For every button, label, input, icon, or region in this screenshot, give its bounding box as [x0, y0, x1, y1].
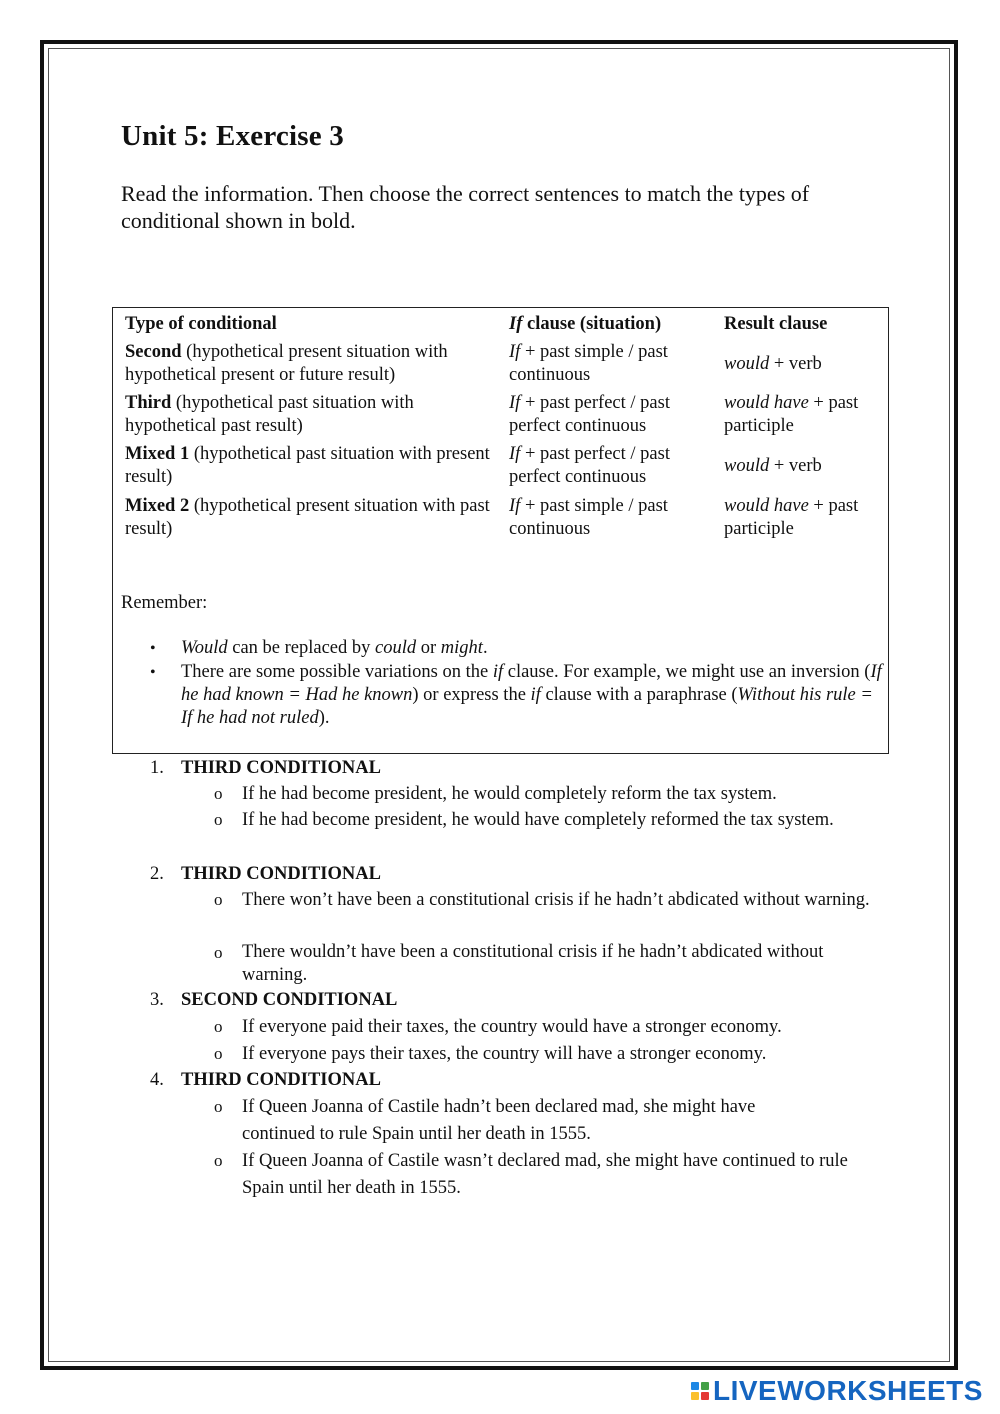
radio-icon[interactable]: o	[214, 1151, 223, 1170]
question-1-heading: THIRD CONDITIONAL	[181, 758, 381, 778]
col-header-if-clause: If clause (situation)	[509, 314, 662, 334]
question-2-option-b[interactable]: o There wouldn’t have been a constitutional crisis if he hadn’t abdicated without warning.	[214, 942, 824, 985]
question-3-number: 3.	[150, 990, 164, 1010]
question-2-option-a[interactable]: o There won’t have been a constitutional crisis if he hadn’t abdicated without warning.	[214, 887, 874, 914]
page-title: Unit 5: Exercise 3	[121, 120, 344, 152]
question-4-option-a[interactable]: o If Queen Joanna of Castile hadn’t been declared mad, she might have continued to rule Spain until her death in 1555.	[214, 1094, 814, 1147]
row-mixed1-type: Mixed 1 (hypothetical past situation with present result)	[125, 444, 490, 487]
row-second-if: If + past simple / past continuous	[509, 342, 668, 385]
radio-icon[interactable]: o	[214, 890, 223, 909]
row-second-result: would + verb	[724, 354, 822, 374]
row-third-result: would have + past participle	[724, 393, 859, 436]
row-second-type: Second (hypothetical present situation with hypothetical present or future result)	[125, 342, 448, 385]
logo-square	[691, 1382, 699, 1390]
row-mixed2-type: Mixed 2 (hypothetical present situation with past result)	[125, 496, 490, 539]
radio-icon[interactable]: o	[214, 1044, 223, 1063]
row-mixed1-result: would + verb	[724, 456, 822, 476]
logo-squares-icon	[691, 1382, 709, 1400]
logo-square	[701, 1392, 709, 1400]
question-3-option-a[interactable]: o If everyone paid their taxes, the country would have a stronger economy.	[214, 1014, 874, 1041]
radio-icon[interactable]: o	[214, 943, 223, 962]
question-1-number: 1.	[150, 758, 164, 778]
logo-square	[701, 1382, 709, 1390]
question-1-option-b[interactable]: o If he had become president, he would have completely reformed the tax system.	[214, 807, 874, 834]
logo-text: LIVEWORKSHEETS	[713, 1375, 983, 1406]
question-2-heading: THIRD CONDITIONAL	[181, 864, 381, 884]
question-2-number: 2.	[150, 864, 164, 884]
question-3-option-b[interactable]: o If everyone pays their taxes, the country will have a stronger economy.	[214, 1041, 874, 1068]
col-header-result: Result clause	[724, 314, 828, 334]
remember-item: • There are some possible variations on the if clause. For example, we might use an inversion (If he had known = Had he known) or express the if clause with a paraphrase (Without his rule = If he had not ruled).	[150, 662, 882, 728]
liveworksheets-logo	[691, 1374, 983, 1408]
row-mixed2-if: If + past simple / past continuous	[509, 496, 668, 539]
question-1-option-a[interactable]: o If he had become president, he would completely reform the tax system.	[214, 781, 874, 808]
radio-icon[interactable]: o	[214, 1017, 223, 1036]
question-4-option-b[interactable]: o If Queen Joanna of Castile wasn’t declared mad, she might have continued to rule Spain until her death in 1555.	[214, 1148, 874, 1201]
radio-icon[interactable]: o	[214, 810, 223, 829]
question-3-heading: SECOND CONDITIONAL	[181, 990, 398, 1010]
remember-item: • Would can be replaced by could or might.	[150, 638, 488, 658]
row-third-if: If + past perfect / past perfect continuous	[509, 393, 670, 436]
remember-label: Remember:	[121, 593, 208, 613]
remember-list	[150, 637, 885, 731]
row-third-type: Third (hypothetical past situation with hypothetical past result)	[125, 393, 414, 436]
bullet-icon: •	[150, 640, 156, 657]
radio-icon[interactable]: o	[214, 784, 223, 803]
col-header-type: Type of conditional	[125, 314, 277, 334]
radio-icon[interactable]: o	[214, 1097, 223, 1116]
row-mixed2-result: would have + past participle	[724, 496, 859, 539]
row-mixed1-if: If + past perfect / past perfect continuous	[509, 444, 670, 487]
question-4-heading: THIRD CONDITIONAL	[181, 1070, 381, 1090]
logo-square	[691, 1392, 699, 1400]
question-4-number: 4.	[150, 1070, 164, 1090]
bullet-icon: •	[150, 664, 156, 681]
instructions: Read the information. Then choose the correct sentences to match the types of conditional shown in bold.	[121, 181, 810, 233]
